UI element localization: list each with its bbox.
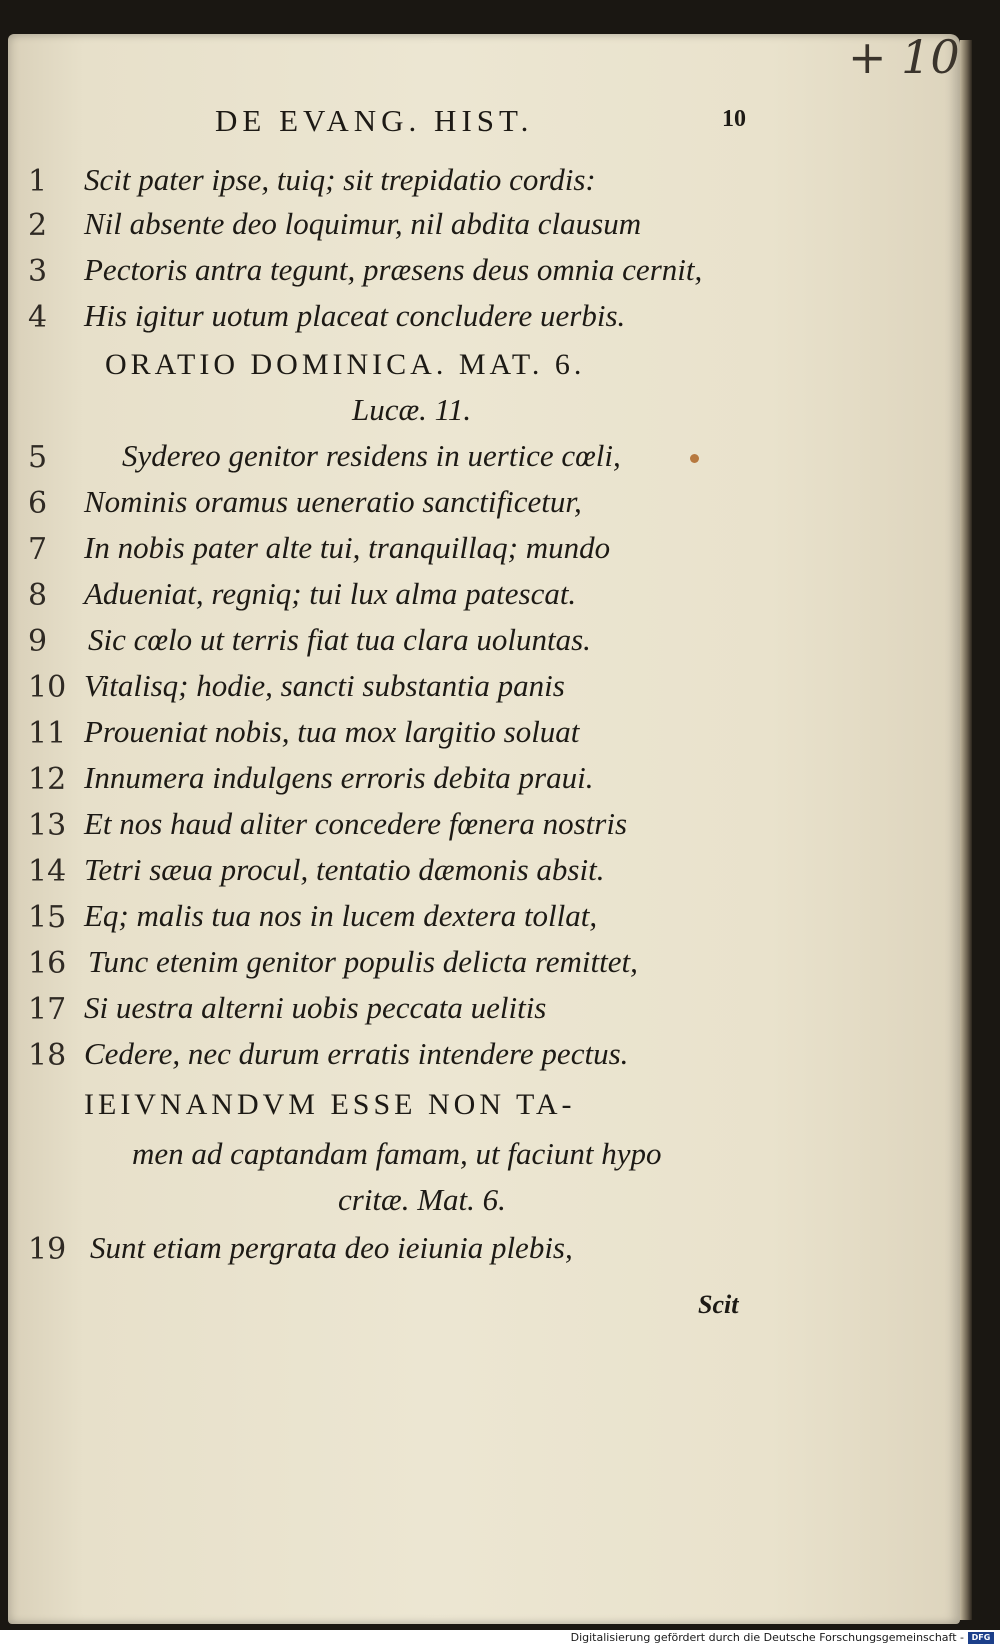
verse-number: 5 [28,440,48,475]
verse-line: Tetri sæua procul, tentatio dæmonis absit. [84,852,605,887]
verse-number: 15 [28,900,67,935]
verse-line: Pectoris antra tegunt, præsens deus omnia cernit, [84,252,703,287]
verse-line: Sic cœlo ut terris fiat tua clara uoluntas. [88,622,591,657]
handwritten-folio-note: + 10 [848,30,960,84]
verse-number: 12 [28,762,67,797]
verse-line: Innumera indulgens erroris debita praui. [84,760,594,795]
digitization-credit: Digitalisierung gefördert durch die Deutsche Forschungsgemeinschaft - [570,1631,964,1644]
verse-line: Vitalisq; hodie, sancti substantia panis [84,668,565,703]
dfg-logo: DFG [968,1632,994,1644]
verse-number: 1 [28,164,48,199]
verse-number: 13 [28,808,67,843]
verse-number: 16 [28,946,67,981]
verse-number: 14 [28,854,67,889]
verse-line: Cedere, nec durum erratis intendere pectus. [84,1036,629,1071]
verse-number: 2 [28,208,48,243]
verse-number: 11 [28,716,67,751]
verse-line: Nil absente deo loquimur, nil abdita clausum [84,206,642,241]
verse-line: His igitur uotum placeat concludere uerbis. [84,298,626,333]
section-heading-sub: Lucæ. 11. [352,392,472,427]
verse-number: 19 [28,1232,67,1267]
verse-line: Et nos haud aliter concedere fœnera nostris [84,806,628,841]
verse-number: 3 [28,254,48,289]
verse-line: Proueniat nobis, tua mox largitio soluat [84,714,580,749]
section-heading: ORATIO DOMINICA. MAT. 6. [105,348,586,381]
verse-line: Si uestra alterni uobis peccata uelitis [84,990,547,1025]
verse-line: Sunt etiam pergrata deo ieiunia plebis, [90,1230,573,1265]
folio-number: 10 [722,106,746,132]
verse-line: In nobis pater alte tui, tranquillaq; mundo [84,530,611,565]
verse-number: 18 [28,1038,67,1073]
verse-line: Adueniat, regniq; tui lux alma patescat. [84,576,577,611]
verse-line: Tunc etenim genitor populis delicta remittet, [88,944,638,979]
running-head: DE EVANG. HIST. [215,103,534,138]
verse-number: 4 [28,300,48,335]
section-heading-sub: critæ. Mat. 6. [338,1182,506,1217]
verse-number: 7 [28,532,48,567]
catchword: Scit [698,1290,739,1319]
section-heading: IEIVNANDVM ESSE NON TA- [84,1088,576,1121]
section-heading-sub: men ad captandam famam, ut faciunt hypo [132,1136,662,1171]
verse-number: 10 [28,670,67,705]
verse-number: 8 [28,578,48,613]
verse-line: Sydereo genitor residens in uertice cœli, [122,438,621,473]
verse-number: 9 [28,624,48,659]
verse-line: Nominis oramus ueneratio sanctificetur, [84,484,582,519]
verse-line: Scit pater ipse, tuiq; sit trepidatio cordis: [84,162,596,197]
verse-number: 6 [28,486,48,521]
verse-number: 17 [28,992,67,1027]
verse-line: Eq; malis tua nos in lucem dextera tollat, [84,898,598,933]
